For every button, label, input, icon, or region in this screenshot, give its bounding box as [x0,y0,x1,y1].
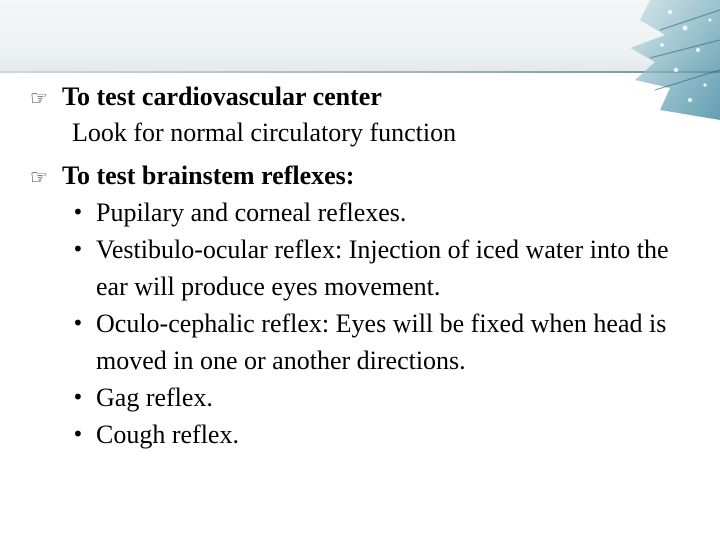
list-item-text: Cough reflex. [96,420,239,449]
slide-content [30,80,690,453]
reflex-list [30,194,690,453]
bullet-dot: • [72,422,84,446]
section-heading [30,80,690,115]
bullet-dot: • [72,237,84,261]
list-item [72,379,690,416]
pointing-hand-icon: ☞ [30,165,48,189]
list-item [72,416,690,453]
section-text: Look for normal circulatory function [72,118,457,147]
pointing-hand-icon: ☞ [30,86,48,110]
bullet-dot: • [72,385,84,409]
heading-text: To test brainstem reflexes: [62,161,355,190]
heading-text: To test cardiovascular center [62,82,382,111]
list-item [72,194,690,231]
list-item [72,305,690,379]
list-item-text: Pupilary and corneal reflexes. [96,198,407,227]
bullet-dot: • [72,200,84,224]
list-item-text: Oculo-cephalic reflex: Eyes will be fixed when head is moved in one or another directions. [96,309,667,375]
section-brainstem [30,159,690,453]
bullet-dot: • [72,311,84,335]
list-item [72,231,690,305]
section-heading [30,159,690,194]
list-item-text: Gag reflex. [96,383,213,412]
list-item-text: Vestibulo-ocular reflex: Injection of iced water into the ear will produce eyes movement. [96,235,669,301]
section-cardiovascular [30,80,690,151]
